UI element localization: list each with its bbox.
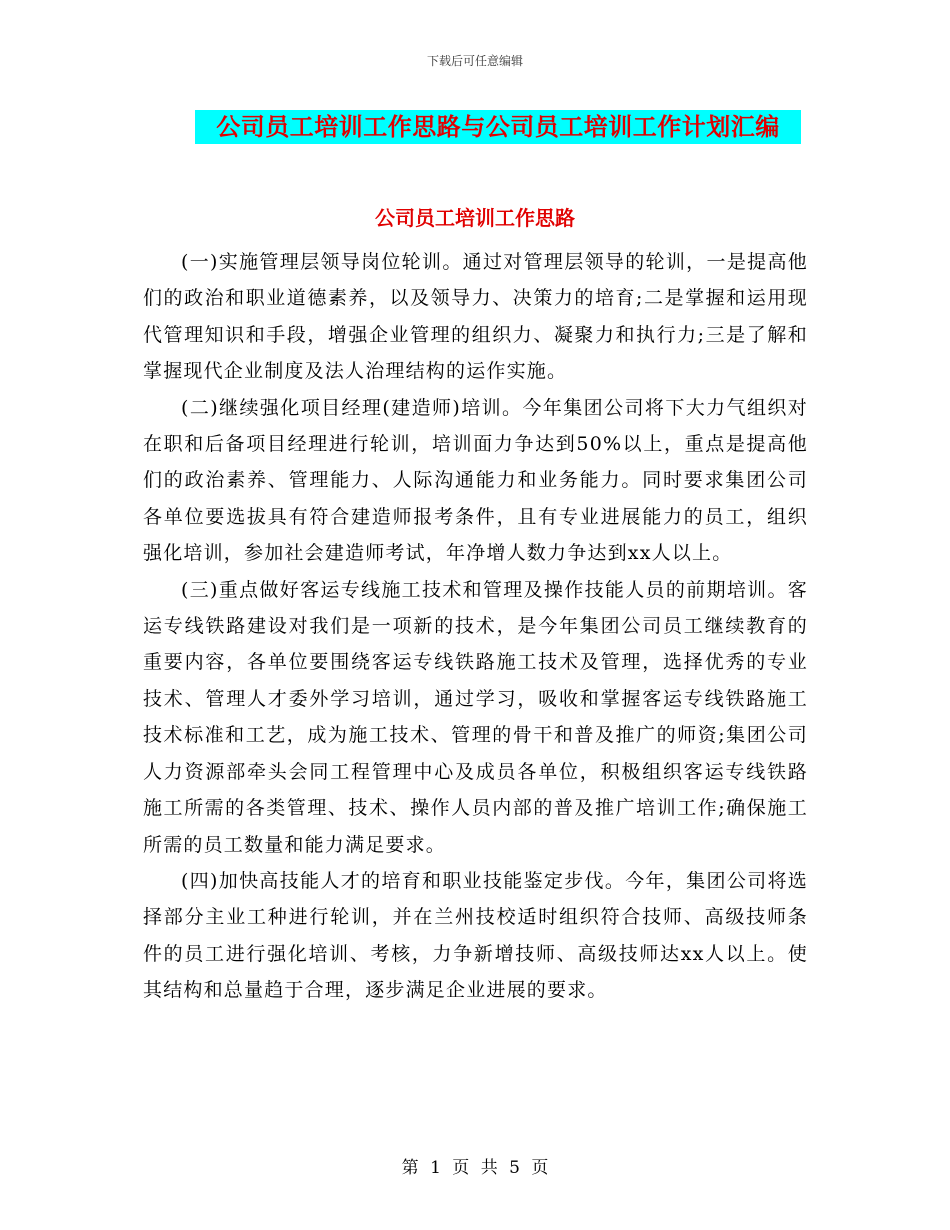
main-title-highlight bbox=[195, 110, 801, 144]
document-body bbox=[143, 244, 808, 1009]
header-note: 下载后可任意编辑 bbox=[426, 54, 523, 68]
paragraph-4: (四)加快高技能人才的培育和职业技能鉴定步伐。今年，集团公司将选择部分主业工种进行轮训，并在兰州技校适时组织符合技师、高级技师条件的员工进行强化培训、考核，力争新增技师、高级技师达xx人以上。使其结构和总量趋于合理，逐步满足企业进展的要求。 bbox=[143, 869, 808, 1002]
paragraph-1: (一)实施管理层领导岗位轮训。通过对管理层领导的轮训，一是提高他们的政治和职业道德素养，以及领导力、决策力的培育;二是掌握和运用现代管理知识和手段，增强企业管理的组织力、凝聚力和执行力;三是了解和掌握现代企业制度及法人治理结构的运作实施。 bbox=[143, 251, 808, 383]
page-number: 第 1 页 共 5 页 bbox=[401, 1158, 549, 1178]
paragraph-2: (二)继续强化项目经理(建造师)培训。今年集团公司将下大力气组织对在职和后备项目经理进行轮训，培训面力争达到50%以上，重点是提高他们的政治素养、管理能力、人际沟通能力和业务能力。同时要求集团公司各单位要选拔具有符合建造师报考条件，且有专业进展能力的员工，组织强化培训，参加社会建造师考试，年净增人数力争达到xx人以上。 bbox=[143, 396, 808, 565]
main-title: 公司员工培训工作思路与公司员工培训工作计划汇编 bbox=[216, 113, 780, 141]
paragraph-3: (三)重点做好客运专线施工技术和管理及操作技能人员的前期培训。客运专线铁路建设对我们是一项新的技术，是今年集团公司员工继续教育的重要内容，各单位要围绕客运专线铁路施工技术及管理，选择优秀的专业技术、管理人才委外学习培训，通过学习，吸收和掌握客运专线铁路施工技术标准和工艺，成为施工技术、管理的骨干和普及推广的师资;集团公司人力资源部牵头会同工程管理中心及成员各单位，积极组织客运专线铁路施工所需的各类管理、技术、操作人员内部的普及推广培训工作;确保施工所需的员工数量和能力满足要求。 bbox=[143, 578, 808, 856]
section-title: 公司员工培训工作思路 bbox=[375, 206, 575, 230]
